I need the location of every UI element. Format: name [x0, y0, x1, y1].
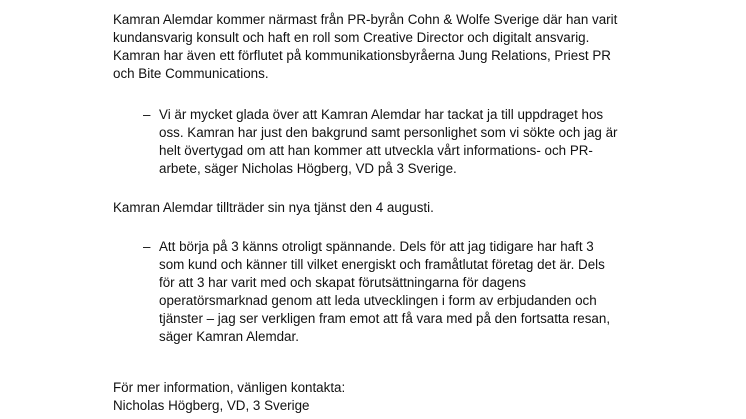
quote-dash: – — [143, 239, 151, 254]
quote-line: säger Kamran Alemdar. — [159, 329, 299, 344]
quote-line: oss. Kamran har just den bakgrund samt personlighet som vi sökte och jag är — [159, 125, 618, 140]
start-date-paragraph — [113, 199, 653, 217]
intro-paragraph — [113, 11, 653, 83]
quote-line: Vi är mycket glada över att Kamran Alemdar har tackat ja till uppdraget hos — [159, 107, 604, 122]
intro-line: Kamran har även ett förflutet på kommunikationsbyråerna Jung Relations, Priest PR — [113, 48, 611, 63]
start-date-text: Kamran Alemdar tillträder sin nya tjänst den 4 augusti. — [113, 200, 434, 215]
quote-line: som kund och känner till vilket energiskt och framåtlutat företag det är. Dels — [159, 257, 605, 272]
quote-line: arbete, säger Nicholas Högberg, VD på 3 Sverige. — [159, 161, 457, 176]
quote-dash: – — [143, 107, 151, 122]
quote-line: Att börja på 3 känns otroligt spännande. Dels för att jag tidigare har haft 3 — [159, 239, 594, 254]
quote-new-hire-text — [159, 238, 659, 346]
contact-heading: För mer information, vänligen kontakta: — [113, 380, 346, 395]
contact-section — [113, 379, 653, 415]
quote-line: operatörsmarknad genom att leda utvecklingen i form av erbjudanden och — [159, 293, 597, 308]
quote-line: helt övertygad om att han kommer att utveckla vårt informations- och PR- — [159, 143, 593, 158]
intro-line: kundansvarig konsult och haft en roll som Creative Director och digitalt ansvarig. — [113, 30, 590, 45]
contact-person: Nicholas Högberg, VD, 3 Sverige — [113, 398, 310, 413]
quote-line: tjänster – jag ser verkligen fram emot att få vara med på den fortsatta resan, — [159, 311, 611, 326]
quote-ceo-text — [159, 106, 659, 178]
intro-line: Kamran Alemdar kommer närmast från PR-byrån Cohn & Wolfe Sverige där han varit — [113, 12, 618, 27]
quote-line: för att 3 har varit med och skapat förutsättningarna för dagens — [159, 275, 526, 290]
intro-line: och Bite Communications. — [113, 66, 269, 81]
